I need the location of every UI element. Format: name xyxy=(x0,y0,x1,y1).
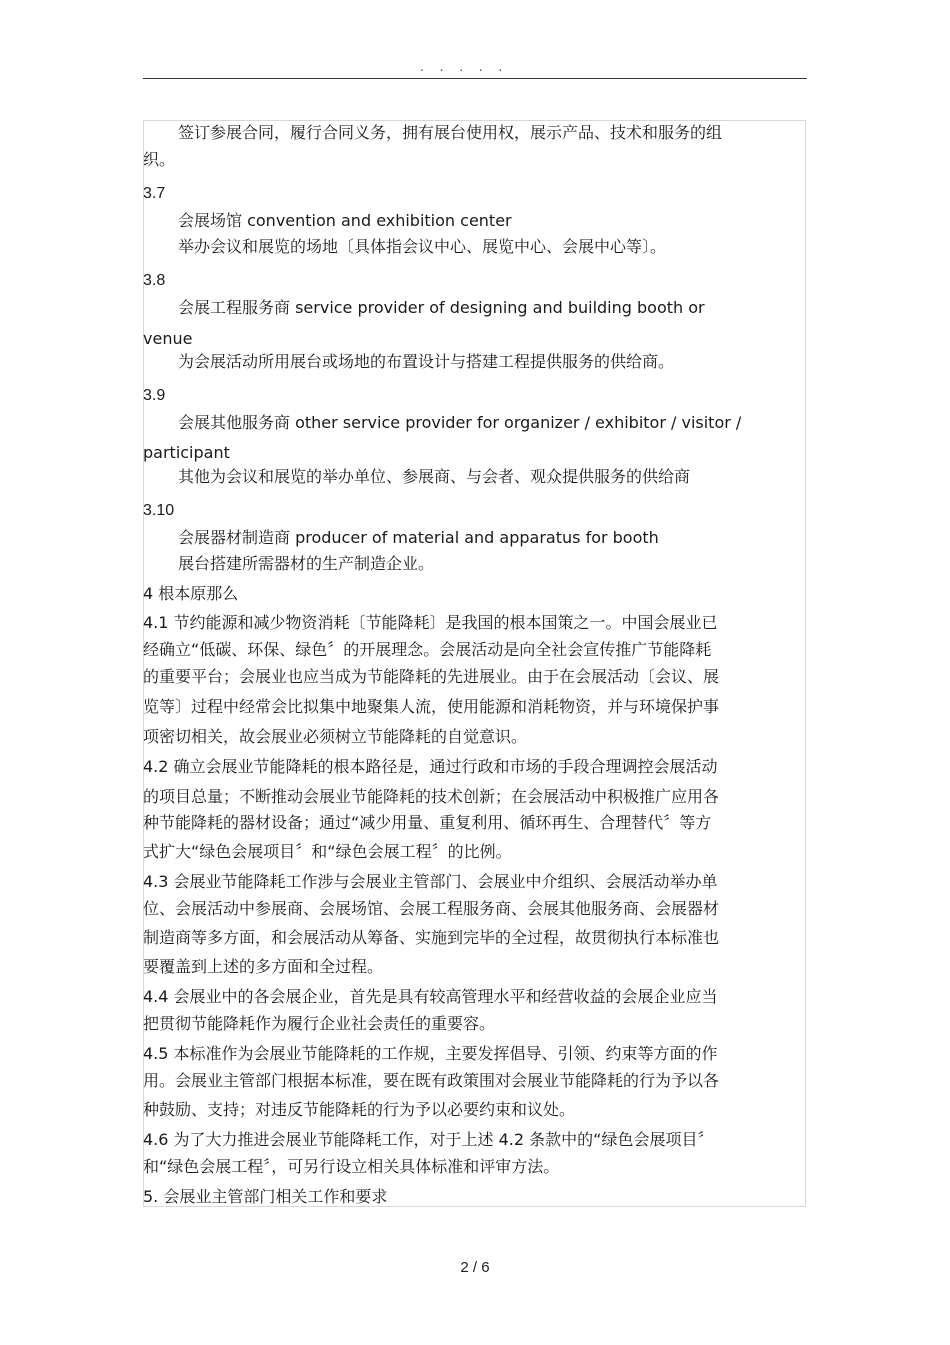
paragraph-line: 的重要平台；会展业也应当成为节能降耗的先进展业。由于在会展活动〔会议、展 xyxy=(143,667,720,686)
paragraph-line: 要覆盖到上述的多方面和全过程。 xyxy=(143,957,384,976)
paragraph-line: 4.3 会展业节能降耗工作涉与会展业主管部门、会展业中介组织、会展活动举办单 xyxy=(143,872,718,891)
term-line: 会展其他服务商 other service provider for organizer / exhibitor / visitor / xyxy=(178,413,742,432)
paragraph-line: 4.6 为了大力推进会展业节能降耗工作，对于上述 4.2 条款中的“绿色会展项目〞 xyxy=(143,1130,714,1149)
paragraph-line: 和“绿色会展工程〞，可另行设立相关具体标准和评审方法。 xyxy=(143,1157,560,1176)
section-number: 3.10 xyxy=(143,502,175,519)
definition-line: 举办会议和展览的场地〔具体指会议中心、展览中心、会展中心等〕。 xyxy=(178,237,667,256)
paragraph-line: 种节能降耗的器材设备；通过“减少用量、重复利用、循环再生、合理替代〞等方 xyxy=(143,813,712,832)
header-rule xyxy=(143,78,807,79)
definition-line: 展台搭建所需器材的生产制造企业。 xyxy=(178,554,435,573)
definition-line: 其他为会议和展览的举办单位、参展商、与会者、观众提供服务的供给商 xyxy=(178,467,691,486)
paragraph-line: 制造商等多方面，和会展活动从筹备、实施到完毕的全过程，故贯彻执行本标准也 xyxy=(143,928,720,947)
paragraph-line: 把贯彻节能降耗作为履行企业社会责任的重要容。 xyxy=(143,1014,496,1033)
section-number: 3.8 xyxy=(143,272,166,289)
paragraph-line: 经确立“低碳、环保、绿色〞的开展理念。会展活动是向全社会宣传推广节能降耗 xyxy=(143,640,712,659)
paragraph-line: 的项目总量；不断推动会展业节能降耗的技术创新；在会展活动中积极推广应用各 xyxy=(143,787,720,806)
paragraph-line: 4.1 节约能源和减少物资消耗〔节能降耗〕是我国的根本国策之一。中国会展业已 xyxy=(143,613,718,632)
paragraph-line: 4.5 本标准作为会展业节能降耗的工作规，主要发挥倡导、引领、约束等方面的作 xyxy=(143,1044,718,1063)
paragraph-line: 式扩大“绿色会展项目〞和“绿色会展工程〞的比例。 xyxy=(143,842,512,861)
text-line: 织。 xyxy=(143,150,176,169)
paragraph-line: 用。会展业主管部门根据本标准，要在既有政策围对会展业节能降耗的行为予以各 xyxy=(143,1071,720,1090)
term-line: 会展工程服务商 service provider of designing and building booth or xyxy=(178,298,705,317)
term-line: 会展器材制造商 producer of material and apparatus for booth xyxy=(178,528,659,547)
paragraph-line: 览等〕过程中经常会比拟集中地聚集人流，使用能源和消耗物资，并与环境保护事 xyxy=(143,697,720,716)
paragraph-line: 4.4 会展业中的各会展企业，首先是具有较高管理水平和经营收益的会展企业应当 xyxy=(143,987,718,1006)
section-number: 3.9 xyxy=(143,387,166,404)
section-heading: 4 根本原那么 xyxy=(143,584,239,603)
term-line: venue xyxy=(143,329,193,348)
term-line: participant xyxy=(143,443,230,462)
header-dots: . . . . . xyxy=(420,60,509,74)
paragraph-line: 位、会展活动中参展商、会展场馆、会展工程服务商、会展其他服务商、会展器材 xyxy=(143,899,720,918)
paragraph-line: 项密切相关，故会展业必须树立节能降耗的自觉意识。 xyxy=(143,727,528,746)
page-number: 2 / 6 xyxy=(460,1259,490,1276)
text-line: 签订参展合同，履行合同义务，拥有展台使用权，展示产品、技术和服务的组 xyxy=(178,123,723,142)
section-heading: 5. 会展业主管部门相关工作和要求 xyxy=(143,1187,388,1206)
term-line: 会展场馆 convention and exhibition center xyxy=(178,211,512,230)
definition-line: 为会展活动所用展台或场地的布置设计与搭建工程提供服务的供给商。 xyxy=(178,352,675,371)
paragraph-line: 4.2 确立会展业节能降耗的根本路径是，通过行政和市场的手段合理调控会展活动 xyxy=(143,757,718,776)
section-number: 3.7 xyxy=(143,185,166,202)
paragraph-line: 种鼓励、支持；对违反节能降耗的行为予以必要约束和议处。 xyxy=(143,1100,576,1119)
